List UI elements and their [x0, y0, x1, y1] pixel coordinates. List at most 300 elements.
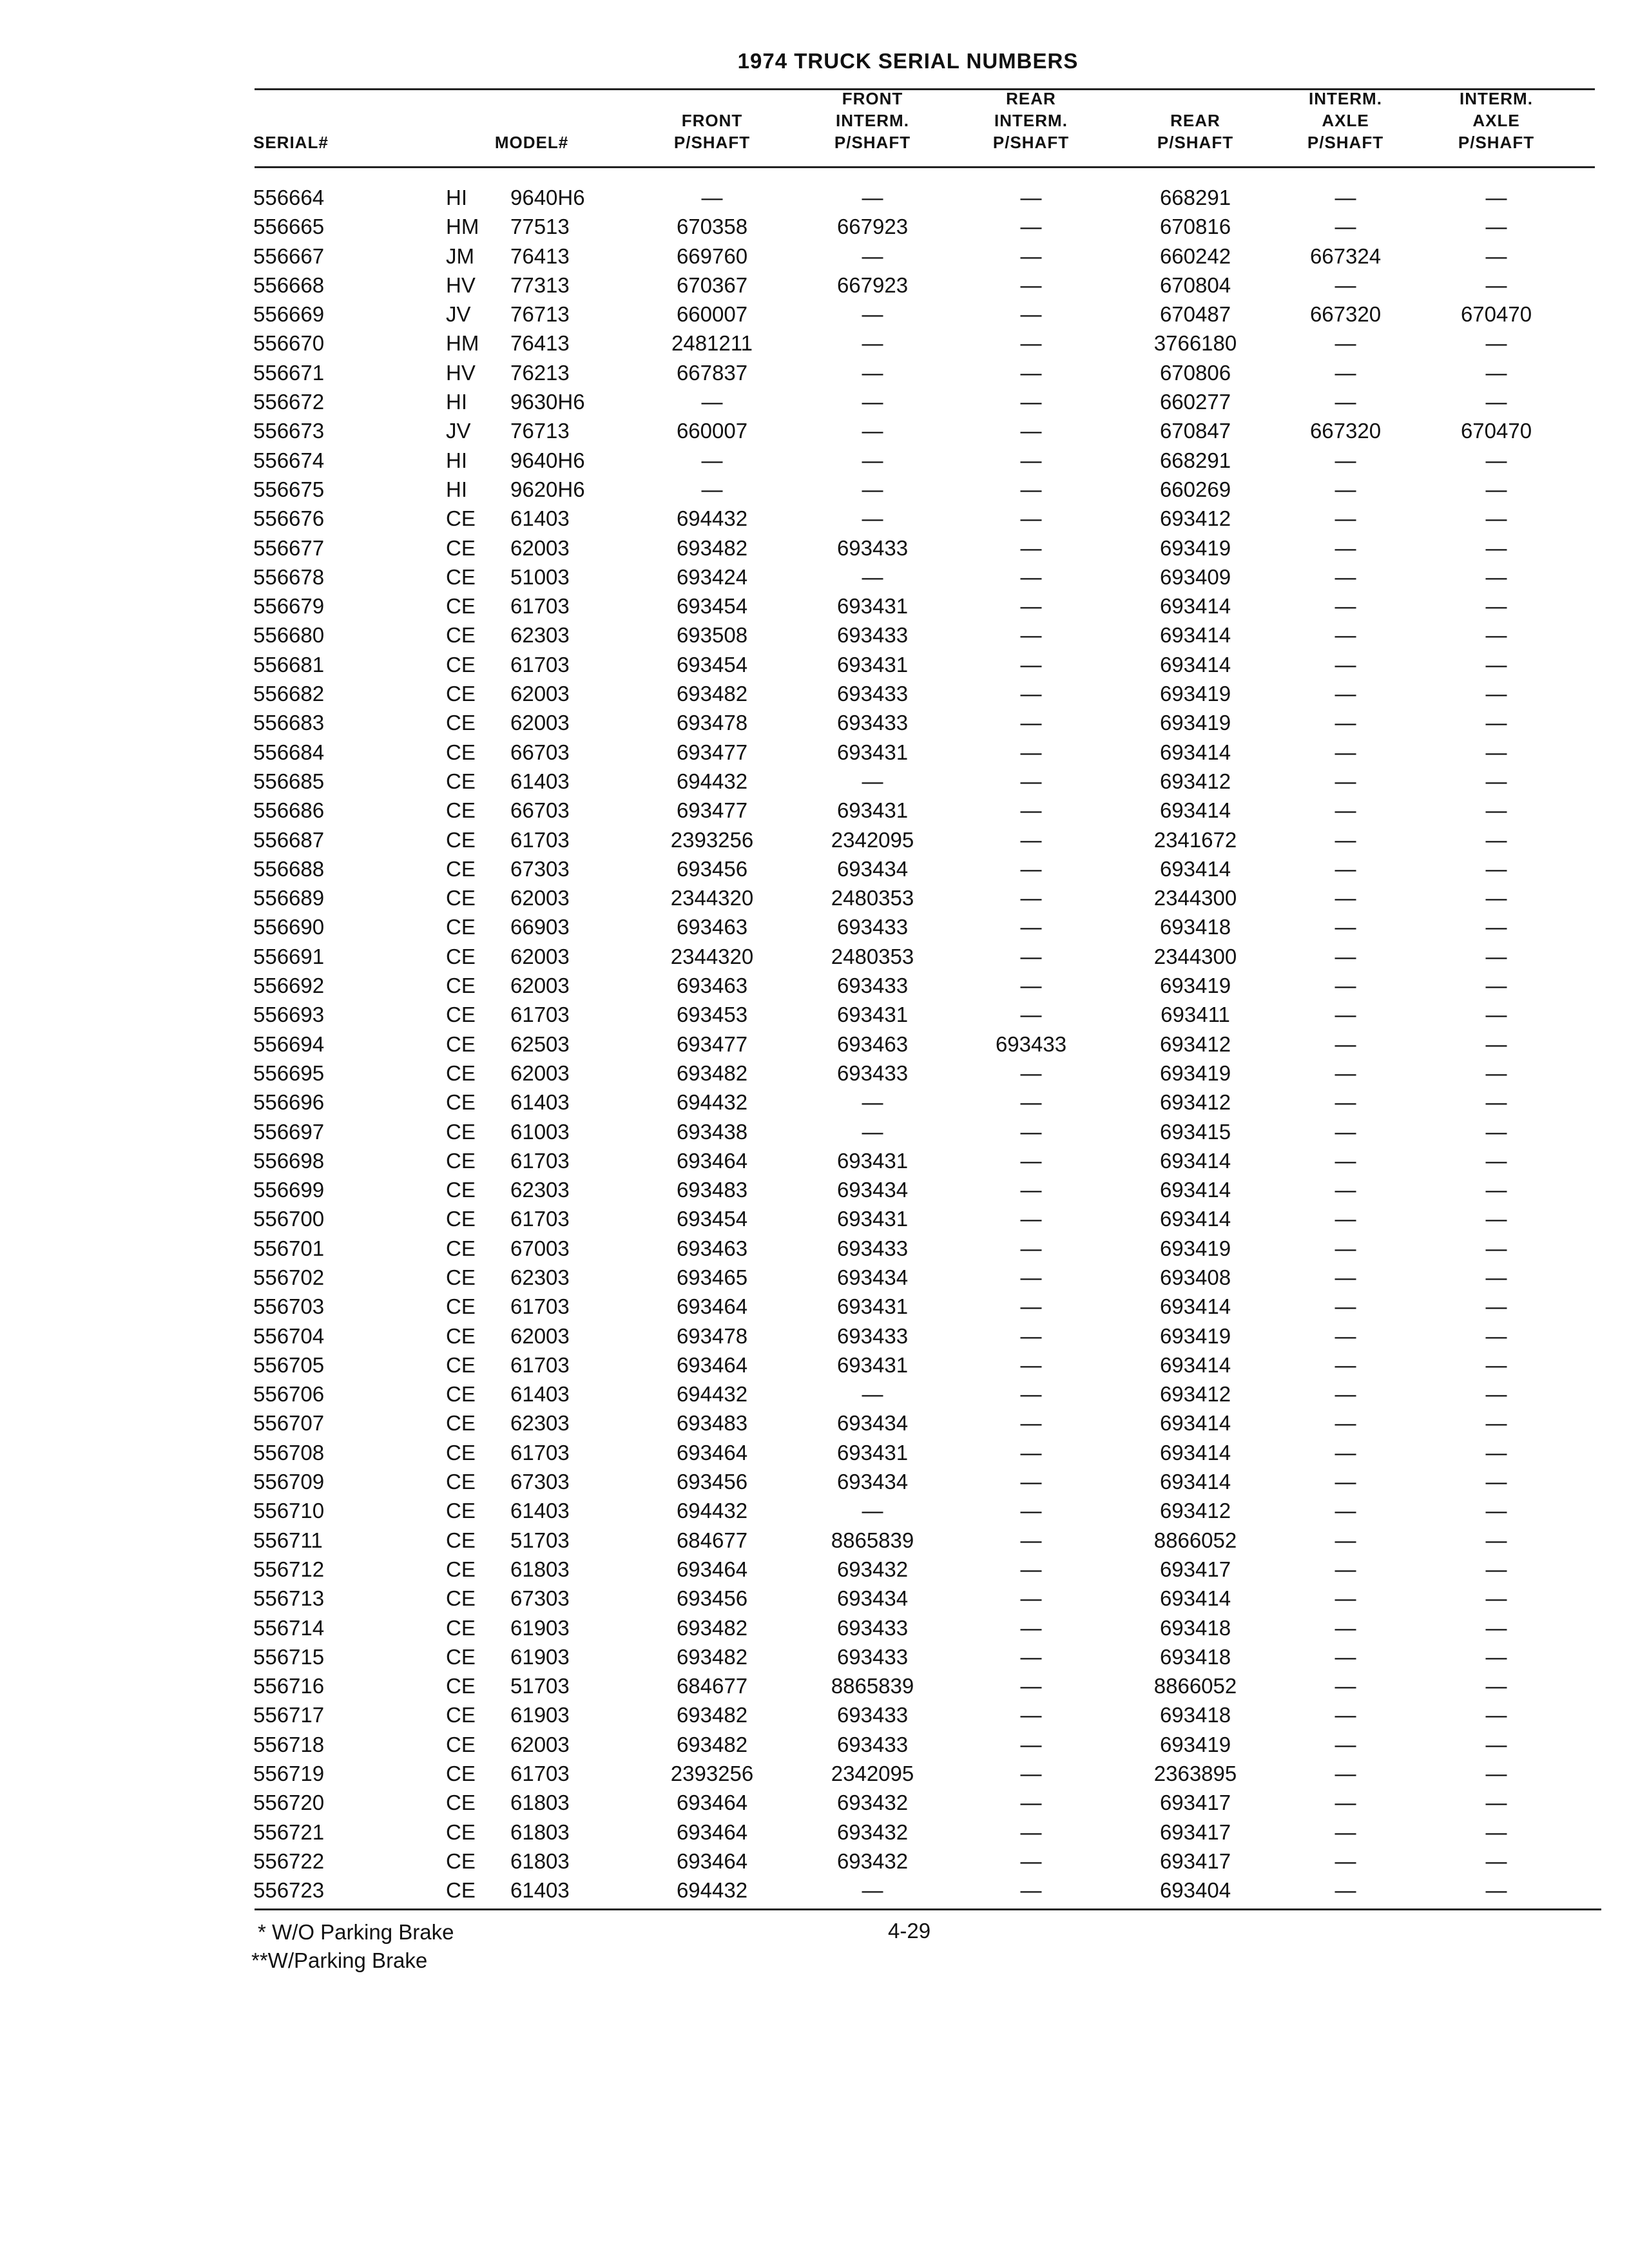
- model-code-cell: HI: [446, 477, 467, 501]
- model-code-cell: CE: [446, 1820, 476, 1844]
- model-number-cell: 61703: [510, 594, 570, 619]
- interm-axle-1-cell: —: [1335, 477, 1356, 501]
- interm-axle-1-cell: —: [1335, 506, 1356, 531]
- rear-pshaft-cell: 693412: [1159, 1499, 1231, 1523]
- interm-axle-1-cell: —: [1335, 594, 1356, 619]
- rear-interm-cell: —: [1020, 331, 1042, 356]
- rear-pshaft-cell: 8866052: [1153, 1528, 1237, 1552]
- front-pshaft-cell: —: [701, 390, 723, 414]
- rear-pshaft-cell: 693404: [1159, 1878, 1231, 1903]
- table-row: [0, 1642, 1629, 1671]
- rear-interm-cell: —: [1020, 1382, 1042, 1407]
- front-pshaft-cell: 2481211: [671, 331, 753, 356]
- model-code-cell: CE: [446, 1440, 476, 1465]
- header-rear-interm-line2: INTERM.: [994, 111, 1068, 130]
- rear-pshaft-cell: 693411: [1161, 1003, 1230, 1027]
- rear-pshaft-cell: 693409: [1159, 564, 1231, 589]
- model-number-cell: 61703: [510, 827, 570, 852]
- front-interm-cell: —: [862, 419, 883, 443]
- interm-axle-1-cell: —: [1335, 1411, 1356, 1436]
- model-number-cell: 62303: [510, 1411, 570, 1436]
- header-interm-axle-1-line3: P/SHAFT: [1307, 133, 1384, 152]
- serial-cell: 556702: [253, 1265, 325, 1289]
- model-number-cell: 76213: [510, 360, 570, 385]
- front-pshaft-cell: 693456: [676, 1586, 748, 1611]
- rear-pshaft-cell: 693417: [1159, 1849, 1231, 1873]
- rear-pshaft-cell: 660269: [1159, 477, 1231, 501]
- serial-cell: 556699: [253, 1178, 325, 1202]
- interm-axle-2-cell: —: [1485, 623, 1507, 648]
- front-pshaft-cell: 693438: [676, 1119, 748, 1144]
- front-interm-cell: —: [862, 331, 883, 356]
- front-interm-cell: 693433: [836, 535, 909, 560]
- model-number-cell: 61703: [510, 1207, 570, 1231]
- rear-pshaft-cell: 693414: [1159, 1178, 1231, 1202]
- table-row: [0, 1263, 1629, 1292]
- rear-pshaft-cell: 693414: [1159, 594, 1231, 619]
- interm-axle-1-cell: —: [1335, 711, 1356, 735]
- model-number-cell: 62303: [510, 1178, 570, 1202]
- table-row: [0, 358, 1629, 387]
- front-pshaft-cell: 693456: [676, 1470, 748, 1494]
- table-row: [0, 1000, 1629, 1029]
- model-number-cell: 62003: [510, 974, 570, 998]
- rear-pshaft-cell: 693418: [1159, 1703, 1231, 1727]
- table-row: [0, 1175, 1629, 1204]
- model-number-cell: 66703: [510, 740, 570, 764]
- table-row: [0, 1088, 1629, 1117]
- model-code-cell: HI: [446, 186, 467, 209]
- interm-axle-1-cell: —: [1335, 1791, 1356, 1815]
- interm-axle-2-cell: —: [1485, 1557, 1507, 1581]
- front-interm-cell: 8865839: [831, 1528, 914, 1552]
- serial-cell: 556689: [253, 886, 325, 910]
- rear-interm-cell: —: [1020, 360, 1042, 385]
- rear-pshaft-cell: 693408: [1159, 1265, 1231, 1289]
- front-pshaft-cell: 693464: [676, 1352, 748, 1377]
- serial-cell: 556711: [253, 1528, 323, 1552]
- interm-axle-1-cell: —: [1335, 448, 1356, 472]
- interm-axle-2-cell: —: [1485, 711, 1507, 735]
- interm-axle-1-cell: —: [1335, 1762, 1356, 1786]
- model-number-cell: 61703: [510, 1762, 570, 1786]
- front-interm-cell: 693433: [836, 1615, 909, 1640]
- rear-interm-cell: 693433: [995, 1032, 1067, 1056]
- front-pshaft-cell: 693482: [676, 1644, 748, 1669]
- serial-cell: 556713: [253, 1586, 325, 1611]
- model-code-cell: CE: [446, 740, 476, 764]
- model-number-cell: 61803: [510, 1849, 570, 1873]
- interm-axle-1-cell: —: [1335, 535, 1356, 560]
- interm-axle-2-cell: —: [1485, 1703, 1507, 1727]
- front-interm-cell: —: [862, 390, 883, 414]
- table-row: [0, 591, 1629, 620]
- model-code-cell: CE: [446, 1528, 476, 1552]
- model-code-cell: CE: [446, 769, 476, 793]
- rear-pshaft-cell: 670806: [1159, 360, 1231, 385]
- rear-pshaft-cell: 693412: [1159, 769, 1231, 793]
- rear-pshaft-cell: 2344300: [1153, 886, 1237, 910]
- model-number-cell: 9640H6: [510, 186, 585, 209]
- front-pshaft-cell: 693482: [676, 535, 748, 560]
- interm-axle-2-cell: —: [1485, 682, 1507, 706]
- front-pshaft-cell: 693482: [676, 1732, 748, 1756]
- serial-cell: 556667: [253, 244, 325, 268]
- front-pshaft-cell: 693456: [676, 856, 748, 881]
- front-pshaft-cell: 2393256: [670, 1762, 754, 1786]
- interm-axle-1-cell: —: [1335, 390, 1356, 414]
- header-front-interm-line1: FRONT: [842, 89, 903, 108]
- front-interm-cell: 2342095: [831, 1762, 914, 1786]
- model-code-cell: CE: [446, 1294, 476, 1319]
- table-row: [0, 1292, 1629, 1321]
- front-pshaft-cell: 669760: [676, 244, 748, 268]
- header-interm-axle-2-line3: P/SHAFT: [1458, 133, 1535, 152]
- rear-interm-cell: —: [1020, 1178, 1042, 1202]
- front-interm-cell: 693432: [836, 1849, 909, 1873]
- rear-interm-cell: —: [1020, 886, 1042, 910]
- interm-axle-2-cell: —: [1485, 1207, 1507, 1231]
- model-number-cell: 62303: [510, 1265, 570, 1289]
- model-number-cell: 61903: [510, 1703, 570, 1727]
- interm-axle-1-cell: —: [1335, 1236, 1356, 1260]
- serial-cell: 556718: [253, 1732, 325, 1756]
- table-row: [0, 1467, 1629, 1496]
- serial-cell: 556704: [253, 1323, 325, 1348]
- header-front-interm-line2: INTERM.: [836, 111, 909, 130]
- rear-pshaft-cell: 693418: [1159, 1644, 1231, 1669]
- rear-pshaft-cell: 693419: [1159, 682, 1231, 706]
- interm-axle-1-cell: —: [1335, 623, 1356, 648]
- rear-interm-cell: —: [1020, 273, 1042, 297]
- rear-interm-cell: —: [1020, 564, 1042, 589]
- model-code-cell: CE: [446, 798, 476, 823]
- interm-axle-2-cell: —: [1485, 390, 1507, 414]
- model-number-cell: 76713: [510, 302, 570, 327]
- interm-axle-2-cell: —: [1485, 1849, 1507, 1873]
- model-number-cell: 61803: [510, 1820, 570, 1844]
- rear-pshaft-cell: 8866052: [1153, 1674, 1237, 1698]
- serial-cell: 556705: [253, 1352, 325, 1377]
- model-code-cell: CE: [446, 564, 476, 589]
- interm-axle-2-cell: —: [1485, 1878, 1507, 1903]
- interm-axle-2-cell: —: [1485, 1265, 1507, 1289]
- interm-axle-2-cell: —: [1485, 915, 1507, 939]
- rear-interm-cell: —: [1020, 1878, 1042, 1903]
- header-rear-interm-line1: REAR: [1006, 89, 1056, 108]
- rear-pshaft-cell: 693412: [1159, 506, 1231, 531]
- header-interm-axle-2-line2: AXLE: [1472, 111, 1520, 130]
- model-number-cell: 61403: [510, 1382, 570, 1407]
- front-interm-cell: 693433: [836, 1323, 909, 1348]
- interm-axle-2-cell: —: [1485, 1820, 1507, 1844]
- model-code-cell: HM: [446, 215, 479, 239]
- table-row: [0, 650, 1629, 679]
- table-row: [0, 942, 1629, 971]
- rear-interm-cell: —: [1020, 419, 1042, 443]
- model-number-cell: 61903: [510, 1615, 570, 1640]
- rear-pshaft-cell: 693414: [1159, 1440, 1231, 1465]
- front-pshaft-cell: 693478: [676, 1323, 748, 1348]
- table-row: [0, 387, 1629, 416]
- footnote-w-parking-brake: **W/Parking Brake: [251, 1948, 428, 1972]
- model-code-cell: CE: [446, 1674, 476, 1698]
- rear-interm-cell: —: [1020, 798, 1042, 823]
- interm-axle-1-cell: —: [1335, 1294, 1356, 1319]
- rear-pshaft-cell: 693414: [1159, 623, 1231, 648]
- interm-axle-1-cell: 667324: [1309, 244, 1382, 268]
- serial-cell: 556696: [253, 1090, 325, 1115]
- interm-axle-2-cell: —: [1485, 535, 1507, 560]
- model-code-cell: CE: [446, 974, 476, 998]
- front-pshaft-cell: 693454: [676, 652, 748, 677]
- interm-axle-2-cell: —: [1485, 1732, 1507, 1756]
- table-row: [0, 854, 1629, 883]
- rear-interm-cell: —: [1020, 1061, 1042, 1085]
- rear-pshaft-cell: 693414: [1159, 1207, 1231, 1231]
- serial-cell: 556675: [253, 477, 325, 501]
- front-pshaft-cell: 693464: [676, 1791, 748, 1815]
- model-code-cell: CE: [446, 1323, 476, 1348]
- interm-axle-2-cell: —: [1485, 856, 1507, 881]
- interm-axle-1-cell: —: [1335, 331, 1356, 356]
- model-number-cell: 61403: [510, 1090, 570, 1115]
- table-row: [0, 1730, 1629, 1759]
- rear-pshaft-cell: 693414: [1159, 1411, 1231, 1436]
- interm-axle-2-cell: —: [1485, 974, 1507, 998]
- interm-axle-2-cell: —: [1485, 1791, 1507, 1815]
- rear-interm-cell: —: [1020, 1703, 1042, 1727]
- model-code-cell: CE: [446, 711, 476, 735]
- model-number-cell: 76413: [510, 331, 570, 356]
- interm-axle-1-cell: —: [1335, 1878, 1356, 1903]
- front-interm-cell: —: [862, 1878, 883, 1903]
- serial-cell: 556701: [253, 1236, 325, 1260]
- serial-cell: 556712: [253, 1557, 325, 1581]
- model-code-cell: CE: [446, 1382, 476, 1407]
- header-rear-interm-line3: P/SHAFT: [992, 133, 1070, 152]
- rear-interm-cell: —: [1020, 506, 1042, 531]
- model-code-cell: CE: [446, 535, 476, 560]
- page-number: 4-29: [888, 1919, 931, 1943]
- front-pshaft-cell: 2344320: [670, 944, 754, 968]
- model-code-cell: CE: [446, 1119, 476, 1144]
- interm-axle-2-cell: —: [1485, 477, 1507, 501]
- front-interm-cell: 693434: [836, 1470, 909, 1494]
- model-code-cell: CE: [446, 1703, 476, 1727]
- table-row: [0, 446, 1629, 475]
- interm-axle-2-cell: —: [1485, 1236, 1507, 1260]
- interm-axle-2-cell: —: [1485, 273, 1507, 297]
- interm-axle-2-cell: —: [1485, 1528, 1507, 1552]
- front-interm-cell: 693433: [836, 1703, 909, 1727]
- rear-pshaft-cell: 668291: [1159, 448, 1231, 472]
- serial-cell: 556673: [253, 419, 325, 443]
- interm-axle-1-cell: —: [1335, 1207, 1356, 1231]
- interm-axle-1-cell: —: [1335, 1440, 1356, 1465]
- front-interm-cell: 693433: [836, 1061, 909, 1085]
- rear-pshaft-cell: 693414: [1159, 1470, 1231, 1494]
- footnote-wo-parking-brake: * W/O Parking Brake: [258, 1920, 454, 1944]
- interm-axle-2-cell: —: [1485, 215, 1507, 239]
- interm-axle-1-cell: 667320: [1309, 419, 1382, 443]
- interm-axle-2-cell: —: [1485, 331, 1507, 356]
- interm-axle-1-cell: —: [1335, 1148, 1356, 1173]
- interm-axle-2-cell: —: [1485, 1644, 1507, 1669]
- interm-axle-1-cell: —: [1335, 1615, 1356, 1640]
- front-interm-cell: 693434: [836, 1265, 909, 1289]
- header-interm-axle-2: [1438, 88, 1554, 153]
- interm-axle-2-cell: —: [1485, 886, 1507, 910]
- header-interm-axle-1-line1: INTERM.: [1309, 89, 1382, 108]
- front-interm-cell: 693431: [836, 594, 909, 619]
- rear-interm-cell: —: [1020, 1644, 1042, 1669]
- interm-axle-1-cell: —: [1335, 652, 1356, 677]
- interm-axle-1-cell: —: [1335, 1849, 1356, 1873]
- front-pshaft-cell: 693463: [676, 1236, 748, 1260]
- header-interm-axle-1: [1287, 88, 1403, 153]
- front-pshaft-cell: 693453: [676, 1003, 748, 1027]
- table-row: [0, 1496, 1629, 1525]
- header-model: [477, 131, 586, 153]
- interm-axle-1-cell: —: [1335, 1090, 1356, 1115]
- rear-pshaft-cell: 693417: [1159, 1820, 1231, 1844]
- rear-pshaft-cell: 660242: [1159, 244, 1231, 268]
- rear-interm-cell: —: [1020, 1849, 1042, 1873]
- rear-interm-cell: —: [1020, 1791, 1042, 1815]
- front-pshaft-cell: 693464: [676, 1440, 748, 1465]
- front-interm-cell: 693433: [836, 682, 909, 706]
- table-row: [0, 1700, 1629, 1729]
- interm-axle-1-cell: —: [1335, 827, 1356, 852]
- interm-axle-1-cell: —: [1335, 1032, 1356, 1056]
- model-code-cell: HM: [446, 331, 479, 356]
- front-interm-cell: —: [862, 360, 883, 385]
- rear-interm-cell: —: [1020, 1148, 1042, 1173]
- front-pshaft-cell: 693464: [676, 1294, 748, 1319]
- serial-cell: 556693: [253, 1003, 325, 1027]
- front-pshaft-cell: 693463: [676, 915, 748, 939]
- interm-axle-1-cell: —: [1335, 564, 1356, 589]
- model-code-cell: HV: [446, 273, 476, 297]
- model-number-cell: 61403: [510, 506, 570, 531]
- serial-cell: 556668: [253, 273, 325, 297]
- table-row: [0, 1759, 1629, 1788]
- model-number-cell: 61903: [510, 1644, 570, 1669]
- serial-cell: 556677: [253, 535, 325, 560]
- header-rule: [255, 166, 1595, 168]
- model-number-cell: 61403: [510, 1878, 570, 1903]
- table-row: [0, 971, 1629, 1000]
- rear-interm-cell: —: [1020, 1440, 1042, 1465]
- rear-interm-cell: —: [1020, 1207, 1042, 1231]
- model-code-cell: JM: [446, 244, 474, 268]
- front-pshaft-cell: 694432: [676, 769, 748, 793]
- serial-cell: 556719: [253, 1762, 325, 1786]
- interm-axle-1-cell: —: [1335, 740, 1356, 764]
- rear-interm-cell: —: [1020, 652, 1042, 677]
- model-code-cell: CE: [446, 886, 476, 910]
- front-pshaft-cell: 693477: [676, 798, 748, 823]
- interm-axle-1-cell: —: [1335, 1674, 1356, 1698]
- model-code-cell: CE: [446, 1557, 476, 1581]
- rear-pshaft-cell: 693418: [1159, 1615, 1231, 1640]
- serial-cell: 556678: [253, 564, 325, 589]
- front-interm-cell: 693431: [836, 1148, 909, 1173]
- serial-cell: 556707: [253, 1411, 325, 1436]
- front-interm-cell: —: [862, 302, 883, 327]
- header-serial: [253, 131, 329, 153]
- table-row: [0, 883, 1629, 912]
- model-code-cell: CE: [446, 1791, 476, 1815]
- front-interm-cell: 693431: [836, 1440, 909, 1465]
- model-number-cell: 61703: [510, 1003, 570, 1027]
- interm-axle-2-cell: —: [1485, 1440, 1507, 1465]
- serial-cell: 556716: [253, 1674, 325, 1698]
- rear-pshaft-cell: 693419: [1159, 1323, 1231, 1348]
- serial-table-body: [0, 183, 1629, 1905]
- rear-interm-cell: —: [1020, 1352, 1042, 1377]
- front-interm-cell: 2480353: [831, 886, 914, 910]
- rear-pshaft-cell: 693414: [1159, 652, 1231, 677]
- interm-axle-2-cell: —: [1485, 1178, 1507, 1202]
- model-number-cell: 67303: [510, 1470, 570, 1494]
- front-pshaft-cell: 693477: [676, 740, 748, 764]
- model-number-cell: 61703: [510, 1294, 570, 1319]
- model-code-cell: CE: [446, 682, 476, 706]
- model-code-cell: CE: [446, 1644, 476, 1669]
- table-row: [0, 475, 1629, 504]
- rear-pshaft-cell: 670816: [1159, 215, 1231, 239]
- model-number-cell: 62003: [510, 535, 570, 560]
- model-code-cell: CE: [446, 944, 476, 968]
- page-title: 1974 TRUCK SERIAL NUMBERS: [737, 49, 1079, 73]
- table-row: [0, 1526, 1629, 1555]
- front-interm-cell: 693433: [836, 711, 909, 735]
- interm-axle-1-cell: 667320: [1309, 302, 1382, 327]
- interm-axle-1-cell: —: [1335, 273, 1356, 297]
- rear-pshaft-cell: 670847: [1159, 419, 1231, 443]
- front-pshaft-cell: 693478: [676, 711, 748, 735]
- rear-interm-cell: —: [1020, 711, 1042, 735]
- serial-cell: 556695: [253, 1061, 325, 1085]
- front-interm-cell: 693433: [836, 915, 909, 939]
- serial-cell: 556681: [253, 652, 325, 677]
- table-row: [0, 1204, 1629, 1233]
- interm-axle-2-cell: 670470: [1460, 302, 1532, 327]
- front-interm-cell: 693434: [836, 1586, 909, 1611]
- table-row: [0, 738, 1629, 767]
- serial-cell: 556706: [253, 1382, 325, 1407]
- front-pshaft-cell: 684677: [676, 1528, 748, 1552]
- model-number-cell: 62003: [510, 1061, 570, 1085]
- interm-axle-1-cell: —: [1335, 1178, 1356, 1202]
- model-code-cell: HI: [446, 448, 467, 472]
- model-code-cell: CE: [446, 1003, 476, 1027]
- model-number-cell: 51703: [510, 1528, 570, 1552]
- model-code-cell: CE: [446, 1352, 476, 1377]
- interm-axle-2-cell: —: [1485, 798, 1507, 823]
- rear-interm-cell: —: [1020, 827, 1042, 852]
- interm-axle-1-cell: —: [1335, 682, 1356, 706]
- model-number-cell: 61703: [510, 1148, 570, 1173]
- front-interm-cell: 2342095: [831, 827, 914, 852]
- header-rear-pshaft: [1137, 110, 1253, 153]
- front-pshaft-cell: 693483: [676, 1178, 748, 1202]
- interm-axle-1-cell: —: [1335, 1061, 1356, 1085]
- serial-cell: 556720: [253, 1791, 325, 1815]
- rear-pshaft-cell: 2344300: [1153, 944, 1237, 968]
